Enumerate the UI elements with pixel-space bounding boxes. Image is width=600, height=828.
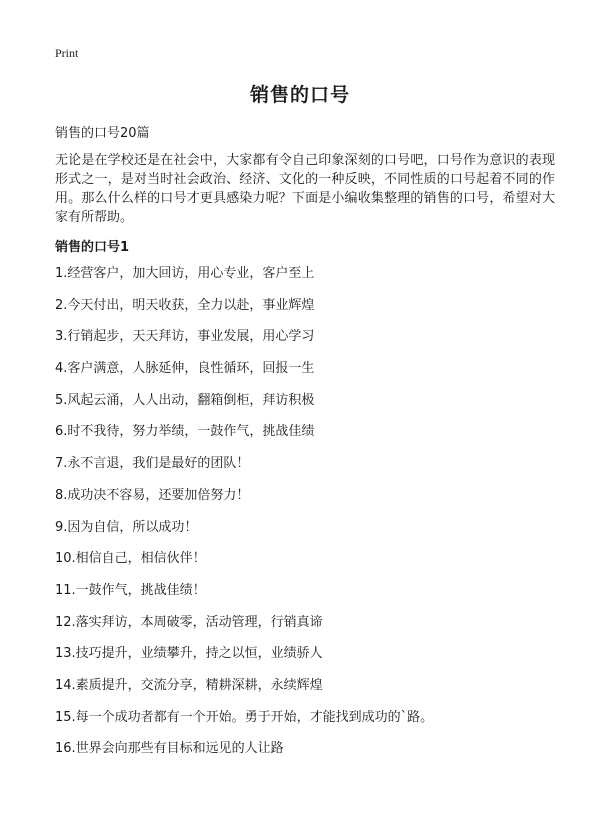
slogan-list xyxy=(55,266,433,773)
slogan-item: 13.技巧提升，业绩攀升，持之以恒，业绩骄人 xyxy=(55,646,323,662)
slogan-item: 10.相信自己，相信伙伴！ xyxy=(55,551,206,567)
slogan-item: 5.风起云涌，人人出动，翻箱倒柜，拜访积极 xyxy=(55,392,315,408)
document-subtitle: 销售的口号20篇 xyxy=(55,126,150,141)
slogan-item: 16.世界会向那些有目标和远见的人让路 xyxy=(55,741,284,757)
print-link[interactable]: Print xyxy=(55,46,79,60)
slogan-item: 11.一鼓作气，挑战佳绩！ xyxy=(55,582,206,598)
slogan-item: 6.时不我待，努力举绩，一鼓作气，挑战佳绩 xyxy=(55,424,315,440)
slogan-item: 9.因为自信，所以成功！ xyxy=(55,519,198,535)
slogan-item: 1.经营客户，加大回访，用心专业，客户至上 xyxy=(55,266,315,281)
slogan-item: 12.落实拜访，本周破零，活动管理，行销真谛 xyxy=(55,614,323,630)
slogan-item: 8.成功决不容易，还要加倍努力！ xyxy=(55,487,250,503)
slogan-item: 7.永不言退，我们是最好的团队！ xyxy=(55,456,250,472)
slogan-item: 3.行销起步，天天拜访，事业发展，用心学习 xyxy=(55,329,315,345)
slogan-item: 2.今天付出，明天收获，全力以赴，事业辉煌 xyxy=(55,297,315,313)
slogan-item: 14.素质提升，交流分享，精耕深耕，永续辉煌 xyxy=(55,677,323,693)
section-heading: 销售的口号1 xyxy=(55,240,130,255)
page-title: 销售的口号 xyxy=(249,84,350,106)
slogan-item: 15.每一个成功者都有一个开始。勇于开始，才能找到成功的`路。 xyxy=(55,709,434,725)
intro-paragraph: 无论是在学校还是在社会中，大家都有令自己印象深刻的口号吧，口号作为意识的表现形式之一，是对当时社会政治、经济、文化的一种反映，不同性质的口号起着不同的作用。那么什么样的口号才更具感染力呢？下面是小编收集整理的销售的口号，希望对大家有所帮助。 xyxy=(55,153,555,225)
slogan-item: 4.客户满意，人脉延伸，良性循环，回报一生 xyxy=(55,361,315,377)
